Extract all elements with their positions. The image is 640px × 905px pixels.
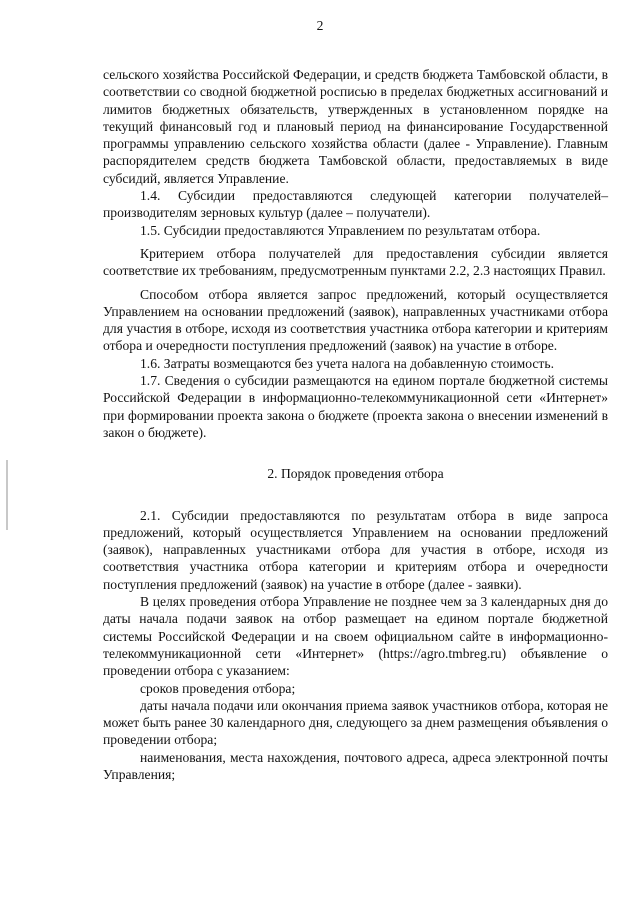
document-body [103,66,608,783]
paragraph-1-4: 1.4. Субсидии предоставляются следующей категории получателей– производителям зерновых культур (далее – получатели). [103,188,608,221]
paragraph-budget-sources: сельского хозяйства Российской Федерации, и средств бюджета Тамбовской области, в соответствии со сводной бюджетной росписью в пределах бюджетных ассигнований и лимитов бюджетных обязательств, утвержденных в установленном порядке на текущий финансовый год и плановый период на финансирование Государственной программы управлению сельского хозяйства области (далее - Управление). Главным распорядителем средств бюджета Тамбовской области, предоставляемых в виде субсидий, является Управление. [103,67,608,186]
list-item-dates: даты начала подачи или окончания приема заявок участников отбора, которая не может быть ранее 30 календарного дня, следующего за днем размещения объявления о проведении отбора; [103,697,608,748]
binding-margin-mark [6,460,8,530]
paragraph-1-5: 1.5. Субсидии предоставляются Управлением по результатам отбора. [140,222,541,238]
page-number: 2 [316,18,324,33]
section-2-heading: 2. Порядок проведения отбора [267,466,444,482]
paragraph-announcement: В целях проведения отбора Управление не позднее чем за 3 календарных дня до даты начала подачи заявок на отбор размещает на едином портале бюджетной системы Российской Федерации и на своем официальном сайте в информационно-телекоммуникационной сети «Интернет» (https://agro.tmbreg.ru) объявление о проведении отбора с указанием: [103,594,608,679]
paragraph-1-7: 1.7. Сведения о субсидии размещаются на едином портале бюджетной системы Российской Федерации в информационно-телекоммуникационной сети «Интернет» при формировании проекта закона о бюджете (проекта закона о внесении изменений в закон о бюджете). [103,373,608,440]
list-item-terms: сроков проведения отбора; [140,680,296,696]
paragraph-2-1: 2.1. Субсидии предоставляются по результатам отбора в виде запроса предложений, который осуществляется Управлением на основании предложений (заявок), направленных участниками отбора для участия в отборе, исходя из соответствия участника отбора категории и критериям отбора и очередности поступления предложений (заявок) на участие в отборе (далее - заявки). [103,507,608,592]
list-item-names: наименования, места нахождения, почтового адреса, адреса электронной почты Управления; [103,749,608,782]
paragraph-1-6: 1.6. Затраты возмещаются без учета налога на добавленную стоимость. [140,355,554,371]
paragraph-selection-method: Способом отбора является запрос предложений, который осуществляется Управлением на основании предложений (заявок), направленных участниками отбора для участия в отборе, исходя из соответствия участника отбора категории и критериям отбора и очередности поступления предложений (заявок) на участие в отборе. [103,286,608,354]
paragraph-selection-criteria: Критерием отбора получателей для предоставления субсидии является соответствие их требованиям, предусмотренным пунктами 2.2, 2.3 настоящих Правил. [103,245,608,279]
